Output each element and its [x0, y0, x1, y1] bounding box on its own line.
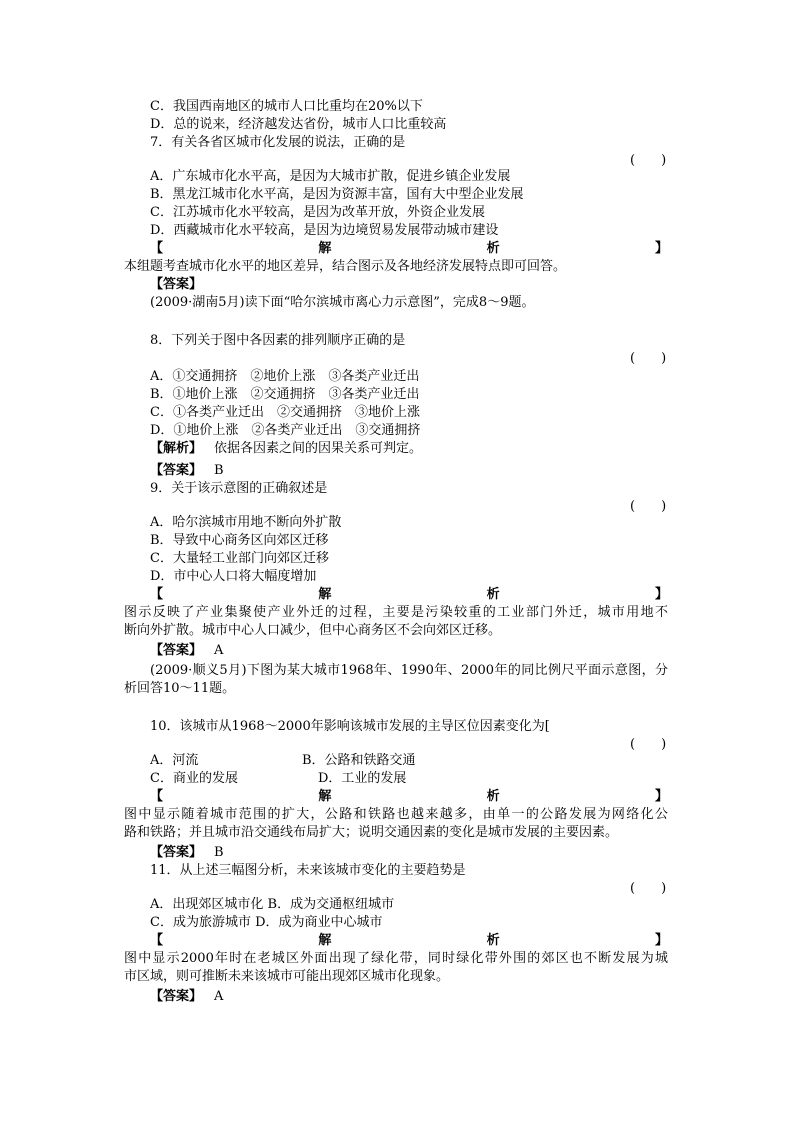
q9-analysis-header	[150, 586, 668, 604]
q11-options-ab: A．出现郊区城市化 B．成为交通枢纽城市	[150, 897, 395, 912]
bracket-close: 】	[654, 587, 668, 602]
q10-analysis-header	[150, 788, 668, 806]
q7-analysis-header	[150, 240, 668, 258]
q9-answer-label: 【答案】	[150, 643, 203, 658]
bracket-open: 【	[150, 933, 164, 948]
q10-option-c: C．商业的发展	[150, 771, 238, 786]
q8-analysis-row	[150, 440, 422, 458]
bracket-open: 【	[150, 789, 164, 804]
q10-answer-label: 【答案】	[150, 845, 203, 860]
analysis-char-1: 解	[318, 241, 332, 256]
q9-analysis-line-2: 断向外扩散。城市中心人口减少，但中心商务区不会向郊区迁移。	[124, 623, 502, 638]
q7-option-d: D．西藏城市化水平较高，是因为边境贸易发展带动城市建设	[150, 223, 499, 238]
q10-answer-paren: ( )	[630, 737, 667, 752]
bracket-close: 】	[654, 789, 668, 804]
analysis-char-1: 解	[318, 587, 332, 602]
q11-options-cd: C．成为旅游城市 D．成为商业中心城市	[150, 915, 383, 930]
q8-option-b: B．①地价上涨 ②交通拥挤 ③各类产业迁出	[150, 387, 420, 402]
bracket-open: 【	[150, 587, 164, 602]
intro-10-11-line-1: (2009·顺义5月)下图为某大城市1968年、1990年、2000年的同比例尺平面示意图，分	[150, 663, 668, 678]
q11-answer-row	[150, 988, 223, 1006]
q7-analysis: 本组题考查城市化水平的地区差异，结合图示及各地经济发展特点即可回答。	[124, 259, 567, 274]
q9-option-d: D．市中心人口将大幅度增加	[150, 569, 317, 584]
q11-analysis-header	[150, 932, 668, 950]
intro-8-9: (2009·湖南5月)读下面“哈尔滨城市离心力示意图”，完成8～9题。	[150, 295, 535, 310]
q10-answer: B	[214, 845, 224, 860]
q9-option-a: A．哈尔滨城市用地不断向外扩散	[150, 515, 342, 530]
q10-option-b: B．公路和铁路交通	[302, 753, 416, 768]
q10-analysis-line-2: 路和铁路；并且城市沿交通线布局扩大；说明交通因素的变化是城市发展的主要因素。	[124, 825, 619, 840]
q9-answer-paren: ( )	[630, 499, 667, 514]
q9-option-b: B．导致中心商务区向郊区迁移	[150, 533, 329, 548]
q8-analysis: 依据各因素之间的因果关系可判定。	[214, 441, 423, 456]
q8-answer-label: 【答案】	[150, 463, 203, 478]
q11-answer-paren: ( )	[630, 881, 667, 896]
q9-option-c: C．大量轻工业部门向郊区迁移	[150, 551, 329, 566]
q10-answer-row	[150, 844, 224, 862]
q6-option-d: D．总的说来，经济越发达省份，城市人口比重较高	[150, 117, 447, 132]
q10-option-a: A．河流	[150, 753, 199, 768]
q11-stem: 11．从上述三幅图分析，未来该城市变化的主要趋势是	[150, 863, 466, 878]
q8-answer-row	[150, 462, 224, 480]
q9-answer: A	[214, 643, 224, 658]
q7-option-c: C．江苏城市化水平较高，是因为改革开放，外资企业发展	[150, 205, 485, 220]
q7-stem: 7．有关各省区城市化发展的说法，正确的是	[150, 135, 406, 150]
analysis-char-1: 解	[318, 789, 332, 804]
analysis-char-2: 析	[486, 933, 500, 948]
q7-answer-label: 【答案】	[150, 277, 203, 292]
q7-option-a: A．广东城市化水平高，是因为大城市扩散，促进乡镇企业发展	[150, 169, 511, 184]
q8-option-c: C．①各类产业迁出 ②交通拥挤 ③地价上涨	[150, 405, 420, 420]
q8-answer: B	[214, 463, 224, 478]
analysis-char-2: 析	[486, 241, 500, 256]
analysis-char-2: 析	[486, 789, 500, 804]
q8-analysis-label: 【解析】	[150, 441, 203, 456]
q11-analysis-line-2: 市区域，则可推断未来该城市可能出现郊区城市化现象。	[124, 969, 450, 984]
analysis-char-2: 析	[486, 587, 500, 602]
bracket-open: 【	[150, 241, 164, 256]
bracket-close: 】	[654, 241, 668, 256]
q9-answer-row	[150, 642, 223, 660]
q10-option-d: D．工业的发展	[318, 771, 407, 786]
analysis-char-1: 解	[318, 933, 332, 948]
q10-analysis-line-1: 图中显示随着城市范围的扩大，公路和铁路也越来越多，由单一的公路发展为网络化公	[124, 807, 668, 822]
q6-option-c: C．我国西南地区的城市人口比重均在20%以下	[150, 99, 423, 114]
q11-analysis-line-1: 图中显示2000年时在老城区外面出现了绿化带，同时绿化带外围的郊区也不断发展为城	[124, 951, 668, 966]
q8-option-a: A．①交通拥挤 ②地价上涨 ③各类产业迁出	[150, 369, 420, 384]
q11-answer: A	[214, 989, 224, 1004]
q11-answer-label: 【答案】	[150, 989, 203, 1004]
q10-stem: 10．该城市从1968～2000年影响该城市发展的主导区位因素变化为[	[150, 719, 550, 734]
intro-10-11-line-2: 析回答10～11题。	[124, 681, 236, 696]
q8-answer-paren: ( )	[630, 351, 667, 366]
q8-stem: 8．下列关于图中各因素的排列顺序正确的是	[150, 333, 406, 348]
q9-analysis-line-1: 图示反映了产业集聚使产业外迁的过程，主要是污染较重的工业部门外迁，城市用地不	[124, 605, 668, 620]
q7-option-b: B．黑龙江城市化水平高，是因为资源丰富，国有大中型企业发展	[150, 187, 524, 202]
q7-answer-paren: ( )	[630, 153, 667, 168]
q9-stem: 9．关于该示意图的正确叙述是	[150, 481, 328, 496]
q8-option-d: D．①地价上涨 ②各类产业迁出 ③交通拥挤	[150, 423, 421, 438]
bracket-close: 】	[654, 933, 668, 948]
